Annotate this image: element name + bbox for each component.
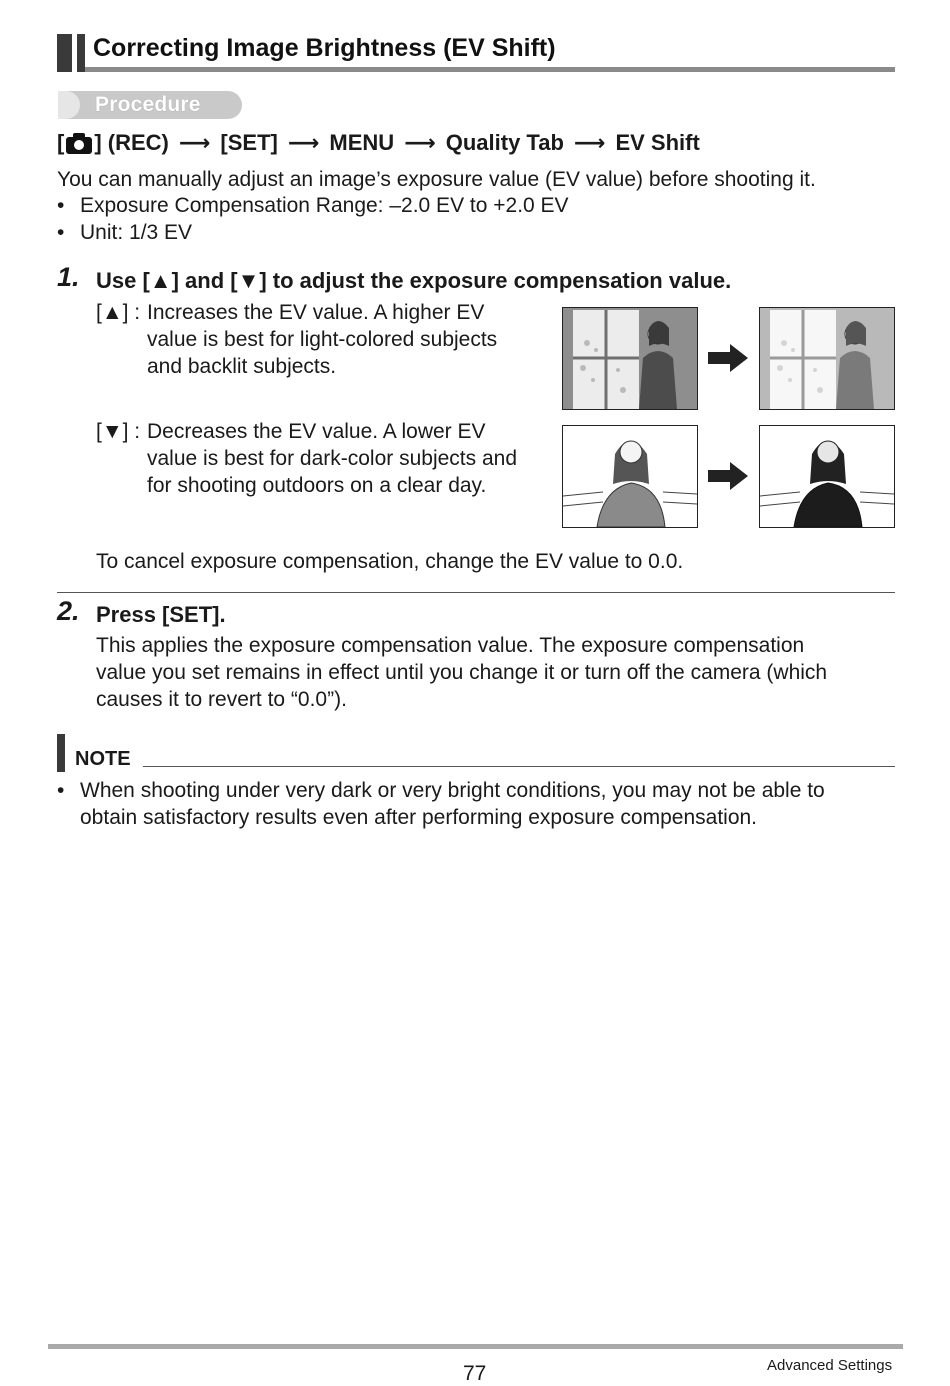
note-label: NOTE [75, 748, 131, 770]
right-arrow-icon [706, 461, 750, 496]
cancel-note: To cancel exposure compensation, change the EV value to 0.0. [96, 550, 684, 573]
right-arrow-icon: ⟶ [178, 130, 211, 155]
title-accent-bar [57, 34, 72, 72]
camera-icon [64, 132, 94, 154]
page-number: 77 [463, 1362, 487, 1385]
menu-path-item: EV Shift [615, 130, 700, 155]
example-photo-backlit-before [562, 307, 698, 410]
menu-path-rec: ] (REC) [94, 130, 169, 155]
step-divider [57, 592, 895, 593]
body-line: value you set remains in effect until you change it or turn off the camera (which [96, 661, 828, 684]
title-underline [85, 67, 895, 72]
up-triangle-icon: ▲ [101, 301, 123, 324]
menu-path-tab: Quality Tab [445, 130, 564, 155]
list-item: • When shooting under very dark or very bright conditions, you may not be able to obtain satisfactory results even after performing exposure compensation. [57, 779, 825, 829]
step-title-text: Use [ [96, 268, 150, 293]
down-key-description [147, 418, 547, 499]
description-line: for shooting outdoors on a clear day. [147, 474, 487, 497]
down-key-label: [▼] : [96, 420, 141, 443]
step-number: 2. [57, 596, 80, 626]
body-line: causes it to revert to “0.0”). [96, 688, 347, 711]
list-item-text: Unit: 1/3 EV [80, 221, 193, 244]
up-key-description [147, 299, 547, 380]
note-line: When shooting under very dark or very bright conditions, you may not be able to [80, 779, 825, 802]
note-line: obtain satisfactory results even after performing exposure compensation. [80, 806, 758, 829]
step-title-text: ] and [ [171, 268, 238, 293]
description-line: and backlit subjects. [147, 355, 337, 378]
right-arrow-icon [706, 343, 750, 378]
step-title: Press [SET]. [96, 602, 226, 627]
up-triangle-icon: ▲ [149, 268, 172, 293]
down-triangle-icon: ▼ [237, 268, 260, 293]
note-accent-bar [57, 734, 65, 772]
procedure-label: Procedure [95, 93, 201, 116]
step-title [96, 268, 731, 294]
description-line: value is best for dark-color subjects and [147, 447, 518, 470]
menu-path-bracket: [ [57, 130, 65, 155]
step-body [96, 632, 896, 713]
step-title-text: ] to adjust the exposure compensation value. [259, 268, 732, 293]
step-number: 1. [57, 262, 80, 292]
spec-list [57, 192, 569, 246]
body-line: This applies the exposure compensation value. The exposure compensation [96, 634, 805, 657]
note-rule [143, 766, 895, 767]
list-item-text: Exposure Compensation Range: –2.0 EV to +2.0 EV [80, 194, 569, 217]
example-photo-backlit-after [759, 307, 895, 410]
footer-rule [48, 1344, 903, 1349]
description-line: value is best for light-colored subjects [147, 328, 498, 351]
note-text [80, 777, 825, 831]
menu-path [57, 130, 700, 156]
up-key-label: [▲] : [96, 301, 141, 324]
menu-path-set: [SET] [220, 130, 278, 155]
intro-text: You can manually adjust an image’s exposure value (EV value) before shooting it. [57, 168, 816, 191]
title-accent-bar-thin [77, 34, 85, 72]
description-line: Decreases the EV value. A lower EV [147, 420, 486, 443]
section-name: Advanced Settings [767, 1357, 893, 1374]
list-item: • Exposure Compensation Range: –2.0 EV to +2.0 EV [57, 194, 569, 217]
description-line: Increases the EV value. A higher EV [147, 301, 485, 324]
down-triangle-icon: ▼ [101, 420, 123, 443]
example-photo-outdoor-before [562, 425, 698, 528]
list-item: • Unit: 1/3 EV [57, 221, 193, 244]
right-arrow-icon: ⟶ [287, 130, 320, 155]
page-title: Correcting Image Brightness (EV Shift) [93, 34, 556, 62]
right-arrow-icon: ⟶ [573, 130, 606, 155]
example-photo-outdoor-after [759, 425, 895, 528]
note-list [57, 777, 897, 831]
menu-path-menu: MENU [329, 130, 395, 155]
right-arrow-icon: ⟶ [404, 130, 436, 155]
